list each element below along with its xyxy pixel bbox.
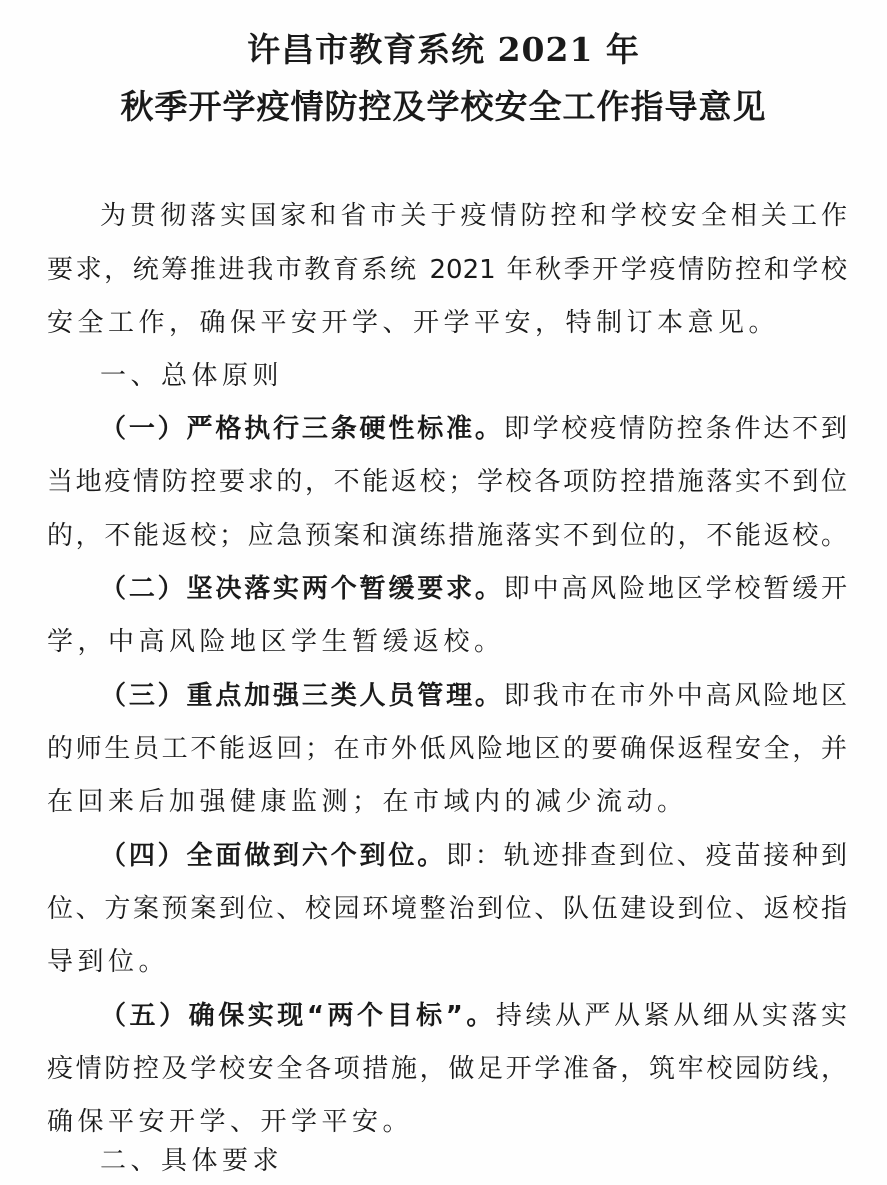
item-4-heading: （四）全面做到六个到位。 bbox=[100, 841, 447, 871]
item-4-line-2: 位、方案预案到位、校园环境整治到位、队伍建设到位、返校指 bbox=[47, 894, 847, 924]
item-3-line-3: 在回来后加强健康监测；在市域内的减少流动。 bbox=[47, 787, 688, 817]
intro-line-3: 安全工作，确保平安开学、开学平安，特制订本意见。 bbox=[47, 308, 780, 338]
item-1-text: 即学校疫情防控条件达不到 bbox=[503, 414, 847, 444]
item-4-first-line bbox=[100, 836, 847, 876]
item-1-heading: （一）严格执行三条硬性标准。 bbox=[100, 414, 504, 444]
item-5-line-3: 确保平安开学、开学平安。 bbox=[47, 1107, 414, 1137]
section-heading-1: 一、总体原则 bbox=[100, 361, 284, 391]
item-2-line-2: 学，中高风险地区学生暂缓返校。 bbox=[47, 627, 505, 657]
item-2-first-line bbox=[100, 569, 847, 609]
item-3-heading: （三）重点加强三类人员管理。 bbox=[100, 681, 504, 711]
item-5-heading: （五）确保实现“两个目标”。 bbox=[100, 1001, 496, 1031]
document-title-line-2: 秋季开学疫情防控及学校安全工作指导意见 bbox=[120, 87, 767, 126]
item-3-text: 即我市在市外中高风险地区 bbox=[503, 681, 847, 711]
item-5-text: 持续从严从紧从细从实落实 bbox=[495, 1001, 847, 1031]
item-1-line-3: 的，不能返校；应急预案和演练措施落实不到位的，不能返校。 bbox=[47, 521, 847, 551]
item-3-first-line bbox=[100, 676, 847, 716]
item-2-heading: （二）坚决落实两个暂缓要求。 bbox=[100, 574, 504, 604]
item-5-first-line bbox=[100, 996, 847, 1036]
item-3-line-2: 的师生员工不能返回；在市外低风险地区的要确保返程安全，并 bbox=[47, 734, 847, 764]
intro-line-2: 要求，统筹推进我市教育系统 2021 年秋季开学疫情防控和学校 bbox=[47, 255, 847, 285]
document-title-line-1: 许昌市教育系统 2021 年 bbox=[247, 30, 640, 69]
section-heading-2: 二、具体要求 bbox=[100, 1146, 284, 1176]
item-5-line-2: 疫情防控及学校安全各项措施，做足开学准备，筑牢校园防线， bbox=[47, 1054, 847, 1084]
intro-line-1: 为贯彻落实国家和省市关于疫情防控和学校安全相关工作 bbox=[100, 201, 847, 231]
item-4-line-3: 导到位。 bbox=[47, 947, 170, 977]
item-2-text: 即中高风险地区学校暂缓开 bbox=[503, 574, 847, 604]
item-1-line-2: 当地疫情防控要求的，不能返校；学校各项防控措施落实不到位 bbox=[47, 467, 847, 497]
item-1-first-line bbox=[100, 409, 847, 449]
item-4-text: 即：轨迹排查到位、疫苗接种到 bbox=[446, 841, 847, 871]
